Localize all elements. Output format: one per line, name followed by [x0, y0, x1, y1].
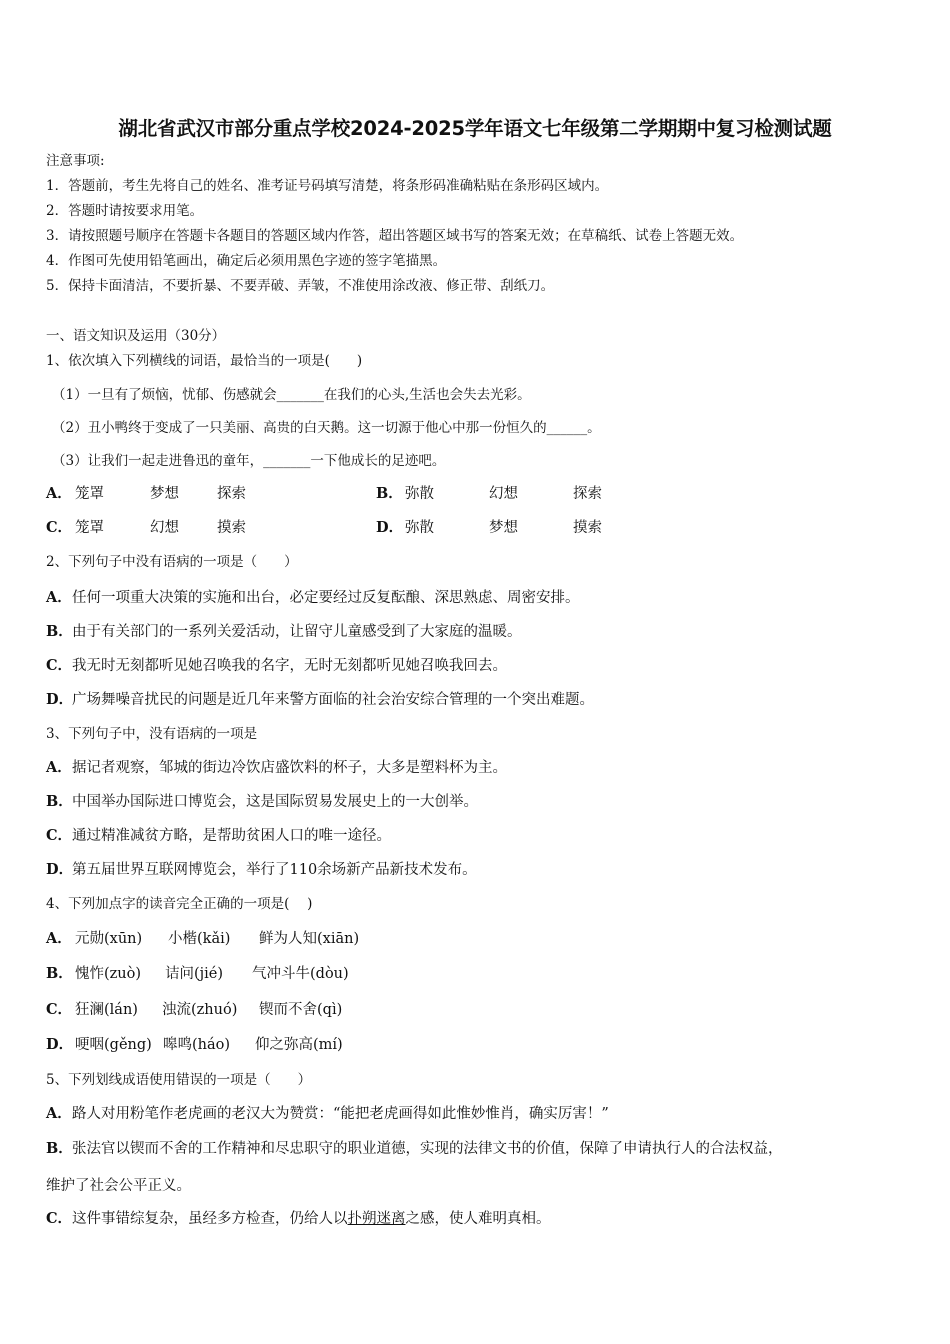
- option-label: D．: [46, 861, 74, 878]
- option-word: 探索: [217, 486, 246, 502]
- option-label: C．: [46, 657, 73, 674]
- option-label: D．: [46, 1036, 74, 1053]
- option-a: [46, 759, 507, 777]
- option-b: [46, 623, 522, 641]
- option-word: 嗥鸣(háo): [163, 1037, 231, 1053]
- notice-item: 5．保持卡面清洁，不要折暴、不要弄破、弄皱，不准使用涂改液、修正带、刮纸刀。: [46, 278, 555, 294]
- option-label: C．: [46, 827, 73, 844]
- option-c: [46, 1210, 551, 1228]
- option-label: B．: [46, 1140, 73, 1157]
- option-d: [46, 861, 477, 879]
- question-stem: 3、下列句子中，没有语病的一项是: [46, 726, 258, 742]
- option-text-after: 之感，使人难明真相。: [405, 1211, 551, 1227]
- option-word: 狂澜(lán): [75, 1002, 138, 1018]
- option-label: C．: [46, 1001, 73, 1018]
- question-stem: 5、下列划线成语使用错误的一项是（ ）: [46, 1072, 312, 1088]
- option-word: 摸索: [217, 520, 246, 536]
- option-text: 路人对用粉笔作老虎画的老汉大为赞赏：“能把老虎画得如此惟妙惟肖，确实厉害！”: [72, 1106, 609, 1122]
- option-label: D．: [376, 519, 404, 536]
- option-d: [46, 691, 594, 709]
- option-text: 由于有关部门的一系列关爱活动，让留守儿童感受到了大家庭的温暖。: [72, 624, 522, 640]
- option-label: B．: [376, 485, 403, 502]
- option-c: [46, 657, 507, 675]
- option-text: 通过精准减贫方略，是帮助贫困人口的唯一途径。: [72, 828, 391, 844]
- option-word: 梦想: [489, 520, 518, 536]
- option-word: 幻想: [150, 520, 179, 536]
- option-word: 诘问(jié): [165, 966, 224, 982]
- notice-item: 3．请按照题号顺序在答题卡各题目的答题区域内作答，超出答题区域书写的答案无效；在草稿纸、试卷上答题无效。: [46, 228, 744, 244]
- option-word: 弥散: [405, 520, 434, 536]
- option-a: [46, 1105, 609, 1123]
- option-label: A．: [46, 589, 72, 606]
- option-label: D．: [46, 691, 74, 708]
- page-title: 湖北省武汉市部分重点学校2024-2025学年语文七年级第二学期期中复习检测试题: [118, 117, 832, 140]
- question-stem: 4、下列加点字的读音完全正确的一项是( ): [46, 896, 313, 912]
- fill-sentence: （3）让我们一起走进鲁迅的童年，_______一下他成长的足迹吧。: [52, 453, 446, 469]
- option-word: 鲜为人知(xiān): [259, 931, 360, 947]
- option-label: B．: [46, 793, 73, 810]
- option-label: A．: [46, 1105, 72, 1122]
- option-text-before: 这件事错综复杂，虽经多方检查，仍给人以: [72, 1211, 348, 1227]
- notice-item: 2．答题时请按要求用笔。: [46, 203, 204, 219]
- option-text: 任何一项重大决策的实施和出台，必定要经过反复酝酿、深思熟虑、周密安排。: [72, 590, 580, 606]
- option-b-continued: 维护了社会公平正义。: [46, 1178, 191, 1194]
- option-word: 探索: [573, 486, 602, 502]
- option-text: 我无时无刻都听见她召唤我的名字，无时无刻都听见她召唤我回去。: [72, 658, 507, 674]
- option-word: 笼罩: [75, 520, 104, 536]
- notice-item: 4．作图可先使用铅笔画出，确定后必须用黑色字迹的签字笔描黑。: [46, 253, 447, 269]
- option-word: 哽咽(gěng): [75, 1037, 152, 1053]
- option-word: 摸索: [573, 520, 602, 536]
- option-label: B．: [46, 965, 73, 982]
- notice-item: 1．答题前，考生先将自己的姓名、准考证号码填写清楚，将条形码准确粘贴在条形码区域内。: [46, 178, 609, 194]
- option-label: B．: [46, 623, 73, 640]
- option-word: 幻想: [489, 486, 518, 502]
- option-label: C．: [46, 1210, 73, 1227]
- option-label: A．: [46, 485, 72, 502]
- option-text: 张法官以锲而不舍的工作精神和尽忠职守的职业道德，实现的法律文书的价值，保障了申请执行人的合法权益，: [72, 1141, 783, 1157]
- option-word: 梦想: [150, 486, 179, 502]
- option-text: 第五届世界互联网博览会，举行了110余场新产品新技术发布。: [72, 862, 477, 878]
- option-word: 弥散: [405, 486, 434, 502]
- option-label: A．: [46, 759, 72, 776]
- option-b: [46, 1140, 783, 1158]
- option-word: 气冲斗牛(dòu): [252, 966, 349, 982]
- option-text: 中国举办国际进口博览会，这是国际贸易发展史上的一大创举。: [72, 794, 478, 810]
- section-heading: 一、语文知识及运用（30分）: [46, 328, 226, 344]
- fill-sentence: （1）一旦有了烦恼，忧郁、伤感就会_______在我们的心头,生活也会失去光彩。: [52, 387, 531, 403]
- option-c: [46, 827, 391, 845]
- option-text: 据记者观察，邹城的街边冷饮店盛饮料的杯子，大多是塑料杯为主。: [72, 760, 507, 776]
- option-b: [46, 793, 478, 811]
- question-stem: 1、依次填入下列横线的词语，最恰当的一项是( ): [46, 353, 363, 369]
- option-word: 锲而不舍(qì): [259, 1002, 343, 1018]
- option-label: A．: [46, 930, 72, 947]
- option-word: 浊流(zhuó): [162, 1002, 238, 1018]
- option-word: 仰之弥高(mí): [255, 1037, 343, 1053]
- option-label: C．: [46, 519, 73, 536]
- option-word: 愧怍(zuò): [75, 966, 142, 982]
- option-word: 元勋(xūn): [75, 931, 143, 947]
- option-word: 笼罩: [75, 486, 104, 502]
- option-word: 小楷(kǎi): [168, 931, 231, 947]
- notice-heading: 注意事项:: [46, 153, 105, 169]
- underlined-idiom: 扑朔迷离: [347, 1211, 406, 1227]
- fill-sentence: （2）丑小鸭终于变成了一只美丽、高贵的白天鹅。这一切源于他心中那一份恒久的______。: [52, 420, 601, 436]
- question-stem: 2、下列句子中没有语病的一项是（ ）: [46, 554, 298, 570]
- option-text: 广场舞噪音扰民的问题是近几年来警方面临的社会治安综合管理的一个突出难题。: [72, 692, 594, 708]
- option-a: [46, 589, 580, 607]
